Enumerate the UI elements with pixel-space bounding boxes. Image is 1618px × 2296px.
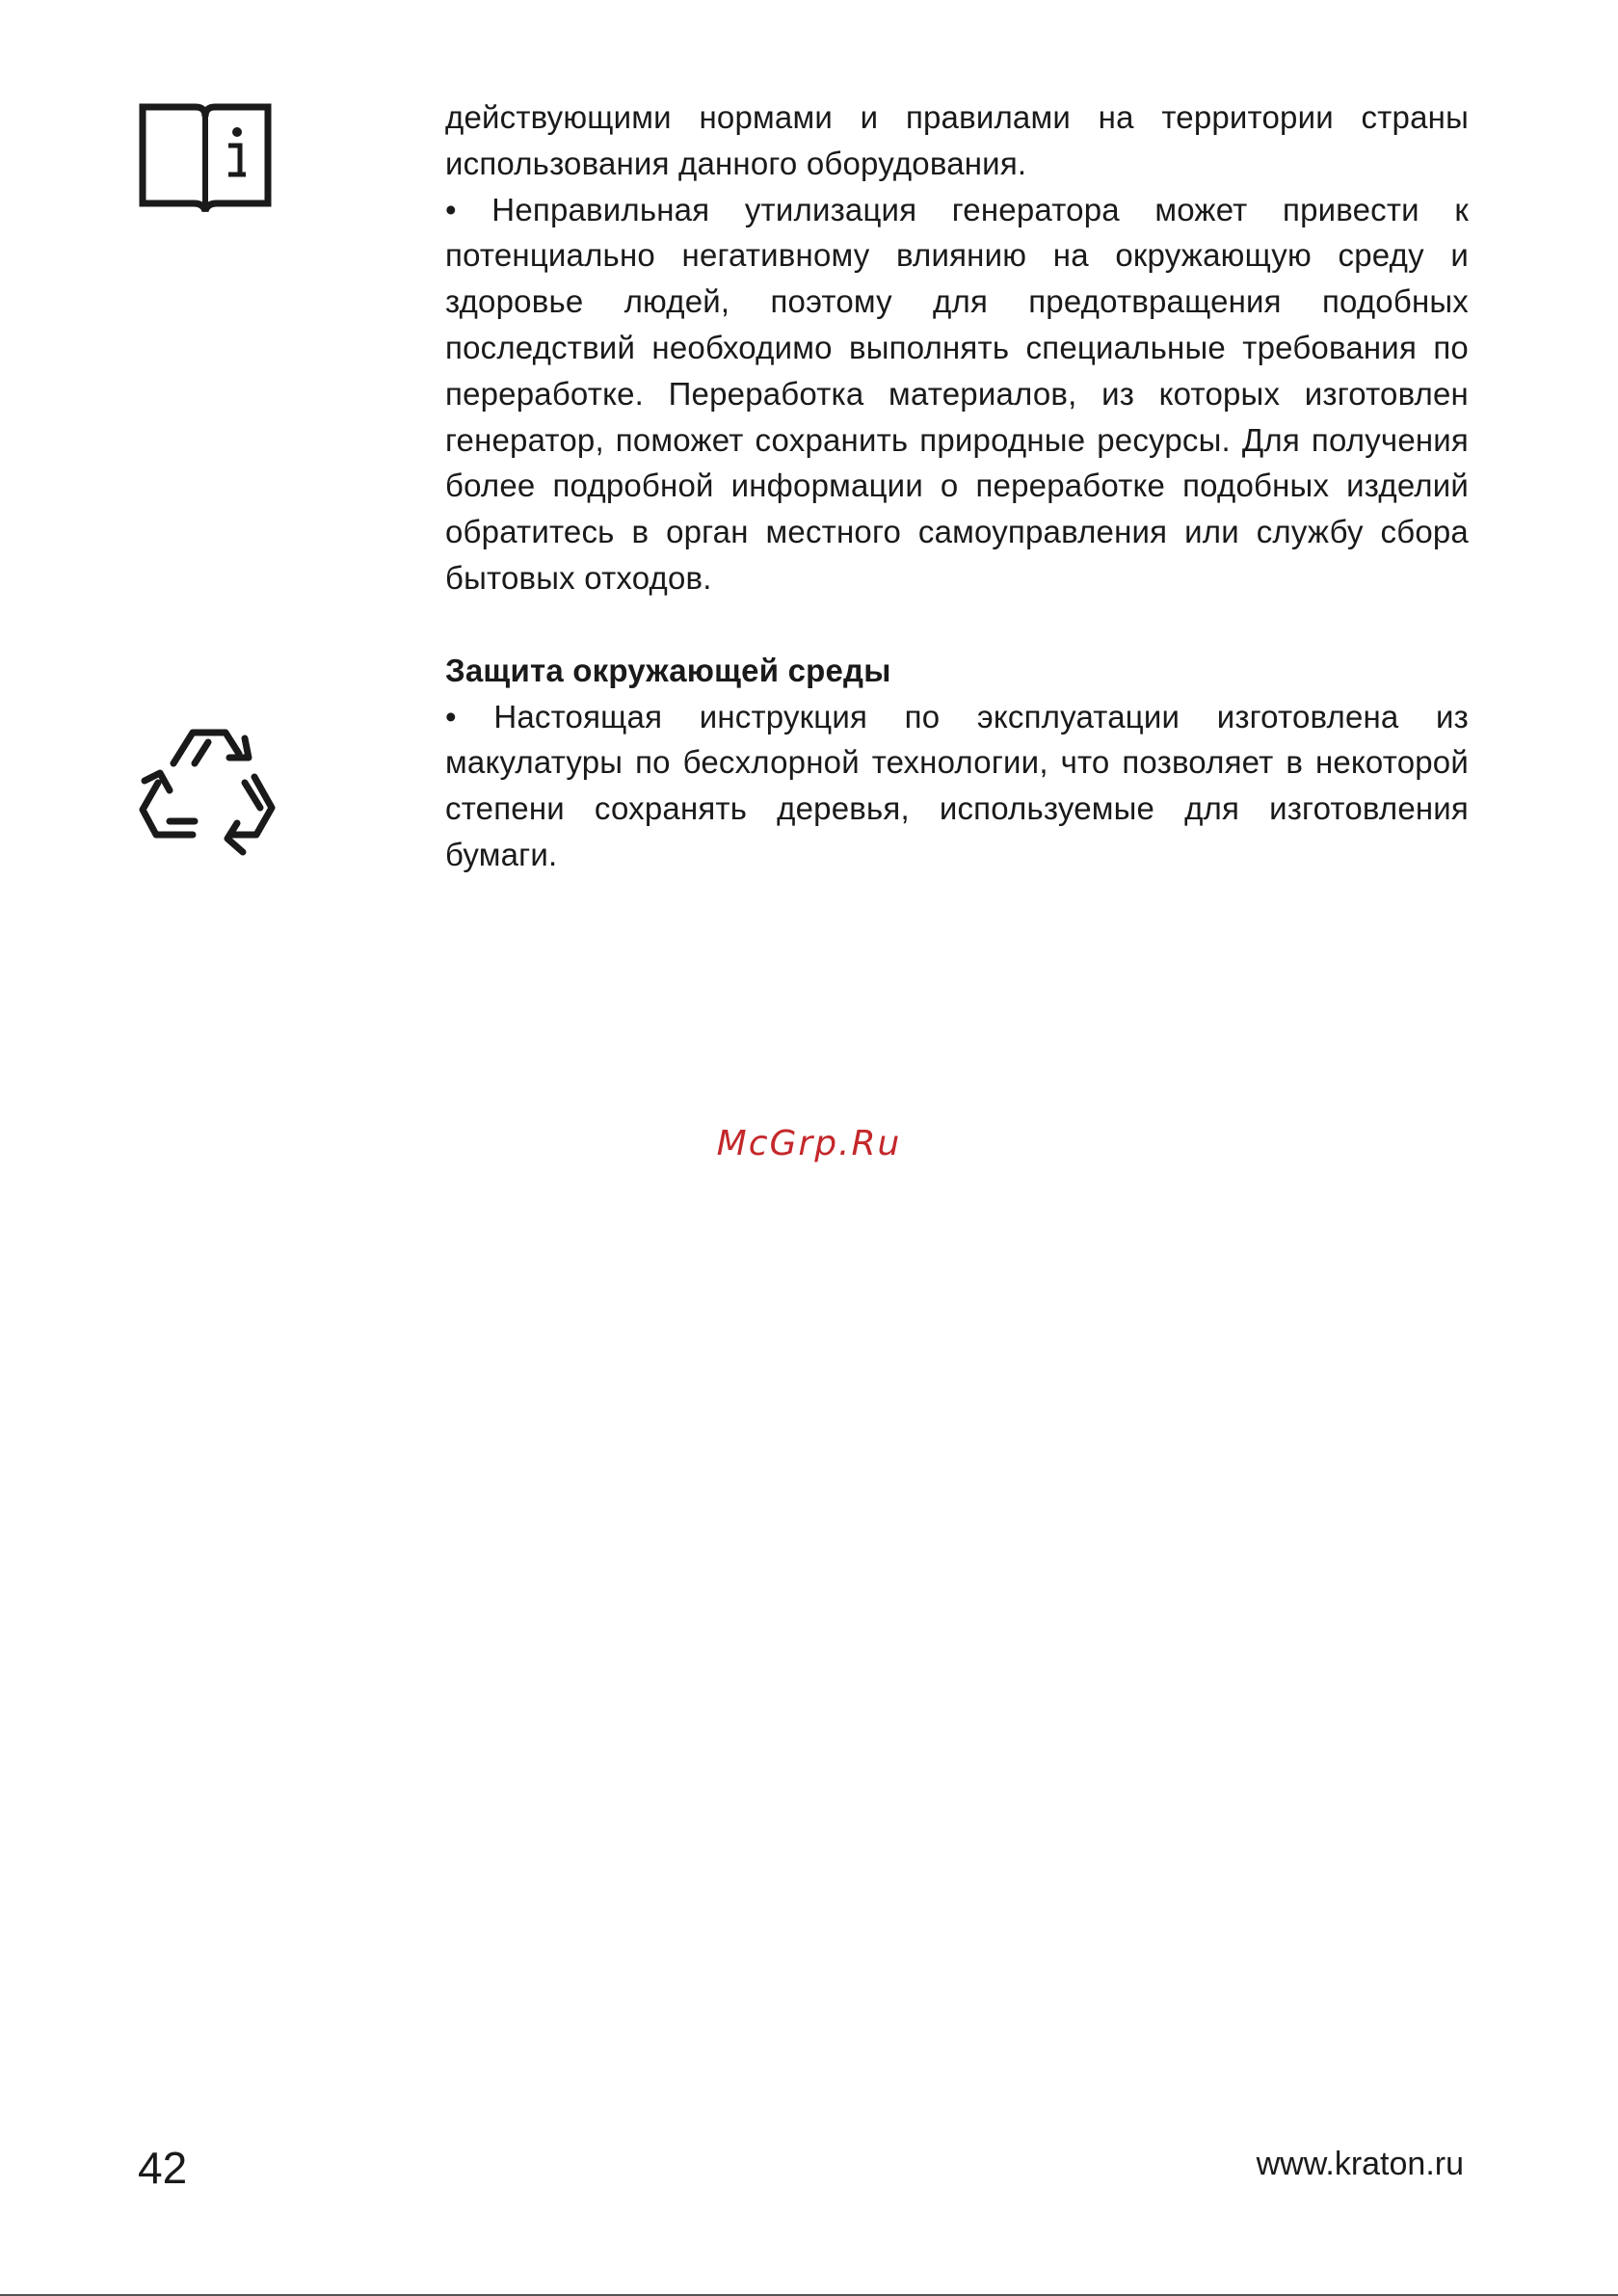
body-text-column: [445, 94, 1469, 878]
recycle-icon: [137, 715, 281, 858]
paragraph-recycled-paper: • Настоящая инструкция по эксплуатации изготовлена из макулатуры по бесхлорной технологии, что позволяет в некоторой степени сохранять деревья, используемые для изготовления бумаги.: [445, 698, 1469, 872]
open-book-info-icon: [138, 99, 273, 215]
website-url: www.kraton.ru: [1256, 2146, 1464, 2182]
paragraph-improper-disposal: • Неправильная утилизация генератора может привести к потенциально негативному влиянию на окружающую среду и здоровье людей, поэтому для предотвращения подобных последствий необходимо выполнять специальные требования по переработке. Переработка материалов, из которых изготовлен генератор, поможет сохранить природные ресурсы. Для получения более подробной информации о переработке подобных изделий обратитесь в орган местного самоуправления или службу сбора бытовых отходов.: [445, 191, 1469, 596]
watermark-text: McGrp.Ru: [716, 1124, 902, 1163]
page-number: 42: [138, 2143, 188, 2193]
paragraph-disposal-norms: действующими нормами и правилами на территории страны использования данного оборудования.: [445, 99, 1469, 181]
section-heading-environment: Защита окружающей среды: [445, 652, 891, 688]
